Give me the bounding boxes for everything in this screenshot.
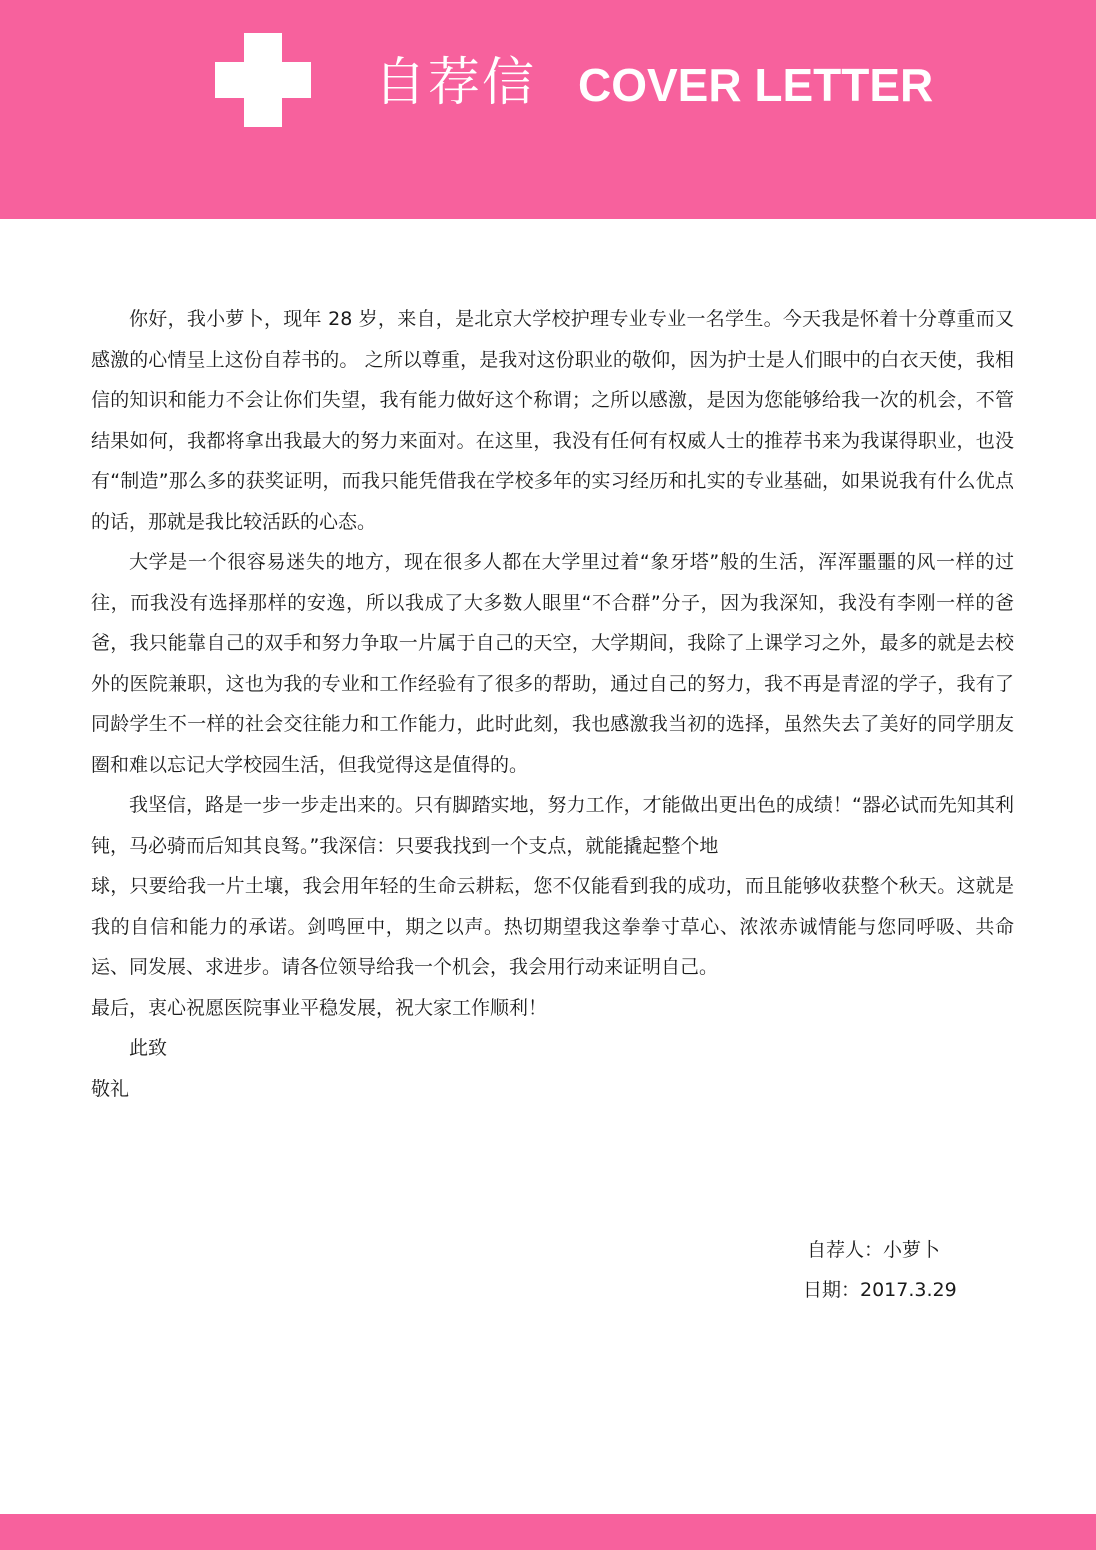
- title-chinese: 自荐信: [374, 53, 537, 113]
- letter-closing-2: 敬礼: [91, 1077, 130, 1100]
- letter-paragraph-1: 你好，我小萝卜，现年 28 岁，来自，是北京大学校护理专业专业一名学生。今天我是怀着十分尊重而又感激的心情呈上这份自荐书的。 之所以尊重，是我对这份职业的敬仰，因为护士是人们眼中的白衣天使，我相信的知识和能力不会让你们失望，我有能力做好这个称谓；之所以感激，是因为您能够给我一次的机会，不管结果如何，我都将拿出我最大的努力来面对。在这里，我没有任何有权威人士的推荐书来为我谋得职业，也没有“制造”那么多的获奖证明，而我只能凭借我在学校多年的实习经历和扎实的专业基础，如果说我有什么优点的话，那就是我比较活跃的心态。: [91, 308, 1014, 533]
- signature-block: [803, 1230, 957, 1310]
- title-english: COVER LETTER: [578, 59, 934, 111]
- header-banner: [0, 0, 1096, 219]
- letter-paragraph-3b: 球，只要给我一片土壤，我会用年轻的生命云耕耘，您不仅能看到我的成功，而且能够收获整个秋天。这就是我的自信和能力的承诺。剑鸣匣中，期之以声。热切期望我这拳拳寸草心、浓浓赤诚情能与您同呼吸、共命运、同发展、求进步。请各位领导给我一个机会，我会用行动来证明自己。: [91, 875, 1014, 978]
- letter-body: [91, 299, 1014, 1109]
- letter-paragraph-2: 大学是一个很容易迷失的地方，现在很多人都在大学里过着“象牙塔”般的生活，浑浑噩噩的风一样的过往，而我没有选择那样的安逸，所以我成了大多数人眼里“不合群”分子，因为我深知，我没有李刚一样的爸爸，我只能靠自己的双手和努力争取一片属于自己的天空，大学期间，我除了上课学习之外，最多的就是去校外的医院兼职，这也为我的专业和工作经验有了很多的帮助，通过自己的努力，我不再是青涩的学子，我有了同龄学生不一样的社会交往能力和工作能力，此时此刻，我也感激我当初的选择，虽然失去了美好的同学朋友圈和难以忘记大学校园生活，但我觉得这是值得的。: [91, 551, 1014, 776]
- letter-closing-wish: 最后，衷心祝愿医院事业平稳发展，祝大家工作顺利！: [91, 996, 548, 1019]
- medical-cross-icon: [215, 33, 311, 127]
- signature-date: 日期：2017.3.29: [803, 1279, 957, 1301]
- signature-author: 自荐人：小萝卜: [807, 1239, 941, 1261]
- footer-bar: [0, 1514, 1096, 1550]
- letter-paragraph-3a: 我坚信，路是一步一步走出来的。只有脚踏实地，努力工作，才能做出更出色的成绩！“器必试而先知其利钝，马必骑而后知其良驽。”我深信：只要我找到一个支点，就能撬起整个地: [91, 794, 1014, 857]
- letter-closing-1: 此致: [129, 1037, 168, 1059]
